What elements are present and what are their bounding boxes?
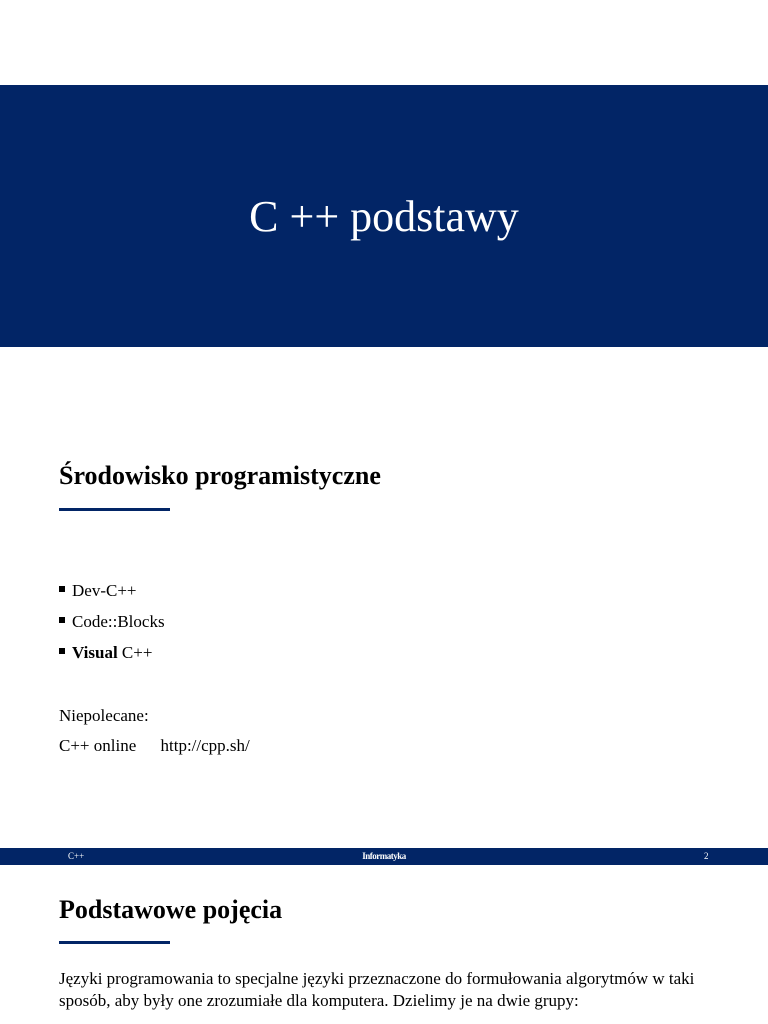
ide-list xyxy=(59,578,165,671)
slide-title: C ++ podstawy xyxy=(249,192,519,241)
bullet-square-icon xyxy=(59,648,65,654)
list-item xyxy=(59,640,165,671)
section-heading-basics: Podstawowe pojęcia xyxy=(59,895,283,924)
list-item-label: Dev-C++ xyxy=(72,581,137,600)
list-item-label: Code::Blocks xyxy=(72,612,165,631)
section-heading-environment: Środowisko programistyczne xyxy=(59,461,381,490)
list-item-label-rest: C++ xyxy=(117,643,153,662)
heading-underline xyxy=(59,941,170,944)
online-compiler-link[interactable]: http://cpp.sh/ xyxy=(160,736,250,755)
not-recommended-label: Niepolecane: xyxy=(59,706,149,725)
list-item-label-bold: Visual xyxy=(72,643,118,662)
footer-subject: Informatyka xyxy=(362,851,406,861)
list-item xyxy=(59,578,165,609)
bullet-square-icon xyxy=(59,617,65,623)
footer-page-number: 2 xyxy=(704,851,709,861)
slide-footer xyxy=(0,848,768,865)
body-paragraph: Języki programowania to specjalne języki przeznaczone do formułowania algorytmów w taki sposób, aby były one zrozumiałe dla komputera. Dzielimy je na dwie grupy: xyxy=(59,969,695,1010)
bullet-square-icon xyxy=(59,586,65,592)
footer-course: C++ xyxy=(68,851,85,861)
online-compiler-label: C++ online xyxy=(59,736,137,755)
list-item xyxy=(59,609,165,640)
heading-underline xyxy=(59,508,170,511)
online-compiler-row xyxy=(59,735,250,757)
